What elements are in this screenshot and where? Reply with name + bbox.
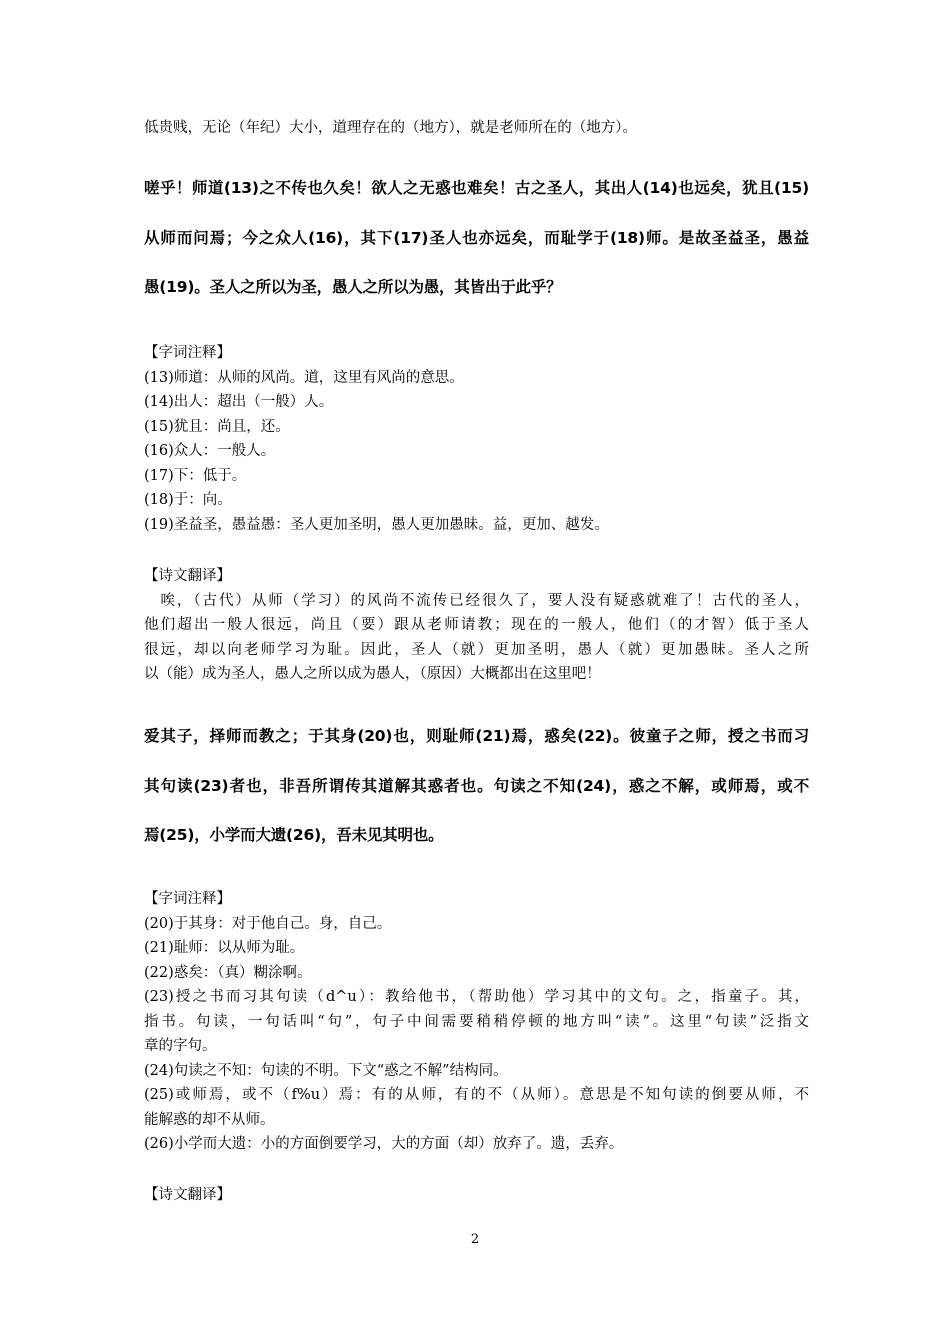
note-item: (21)耻师：以从师为耻。 — [144, 940, 305, 956]
note-item: (23)授之书而习其句读（d^u）：教给他书，（帮助他）学习其中的文句。之，指童子。其， — [144, 989, 809, 1005]
classical-text-line: 焉(25)，小学而大遗(26)，吾未见其明也。 — [144, 826, 444, 844]
note-item: 章的字句。 — [144, 1038, 217, 1054]
translation-line: 以（能）成为圣人，愚人之所以成为愚人，（原因）大概都出在这里吧！ — [144, 666, 601, 682]
translation-heading: 【诗文翻译】 — [144, 568, 231, 584]
note-item: (24)句读之不知：句读的不明。下文“惑之不解”结构同。 — [144, 1063, 508, 1079]
translation-line: 唉，（古代）从师（学习）的风尚不流传已经很久了，要人没有疑惑就难了！古代的圣人， — [144, 593, 809, 609]
classical-text-line: 爱其子，择师而教之；于其身(20)也，则耻师(21)焉，惑矣(22)。彼童子之师，授之书而习 — [144, 727, 809, 745]
note-item: 能解惑的却不从师。 — [144, 1112, 275, 1128]
note-item: (14)出人：超出（一般）人。 — [144, 394, 334, 410]
note-item: (19)圣益圣，愚益愚：圣人更加圣明，愚人更加愚昧。益，更加、越发。 — [144, 517, 609, 533]
note-item: (13)师道：从师的风尚。道，这里有风尚的意思。 — [144, 370, 464, 386]
page-number: 2 — [470, 1232, 480, 1247]
note-item: (18)于：向。 — [144, 492, 232, 508]
notes-heading: 【字词注释】 — [144, 345, 231, 361]
classical-text-line: 愚(19)。圣人之所以为圣，愚人之所以为愚，其皆出于此乎？ — [144, 278, 562, 296]
note-item: (15)犹且：尚且，还。 — [144, 419, 290, 435]
classical-text-line: 嗟乎！师道(13)之不传也久矣！欲人之无惑也难矣！古之圣人，其出人(14)也远矣，犹且(15) — [144, 179, 809, 197]
classical-text-line: 其句读(23)者也，非吾所谓传其道解其惑者也。句读之不知(24)，惑之不解，或师焉，或不 — [144, 777, 809, 795]
translation-heading: 【诗文翻译】 — [144, 1187, 231, 1203]
note-item: (20)于其身：对于他自己。身，自己。 — [144, 916, 392, 932]
notes-heading: 【字词注释】 — [144, 891, 231, 907]
translation-line: 很远，却以向老师学习为耻。因此，圣人（就）更加圣明，愚人（就）更加愚昧。圣人之所 — [144, 642, 809, 658]
note-item: (26)小学而大遗：小的方面倒要学习，大的方面（却）放弃了。遗，丢弃。 — [144, 1136, 624, 1152]
intro-line: 低贵贱，无论（年纪）大小，道理存在的（地方），就是老师所在的（地方）。 — [144, 120, 637, 136]
note-item: (25)或师焉，或不（f%u）焉：有的从师，有的不（从师）。意思是不知句读的倒要从师，不 — [144, 1087, 809, 1103]
note-item: (17)下：低于。 — [144, 468, 247, 484]
translation-line: 他们超出一般人很远，尚且（要）跟从老师请教；现在的一般人，他们（的才智）低于圣人 — [144, 617, 809, 633]
classical-text-line: 从师而问焉；今之众人(16)，其下(17)圣人也亦远矣，而耻学于(18)师。是故圣益圣，愚益 — [144, 229, 809, 247]
note-item: (22)惑矣：（真）糊涂啊。 — [144, 965, 312, 981]
note-item: 指书。句读，一句话叫“句”，句子中间需要稍稍停顿的地方叫“读”。这里“句读”泛指文 — [144, 1014, 809, 1030]
note-item: (16)众人：一般人。 — [144, 443, 276, 459]
